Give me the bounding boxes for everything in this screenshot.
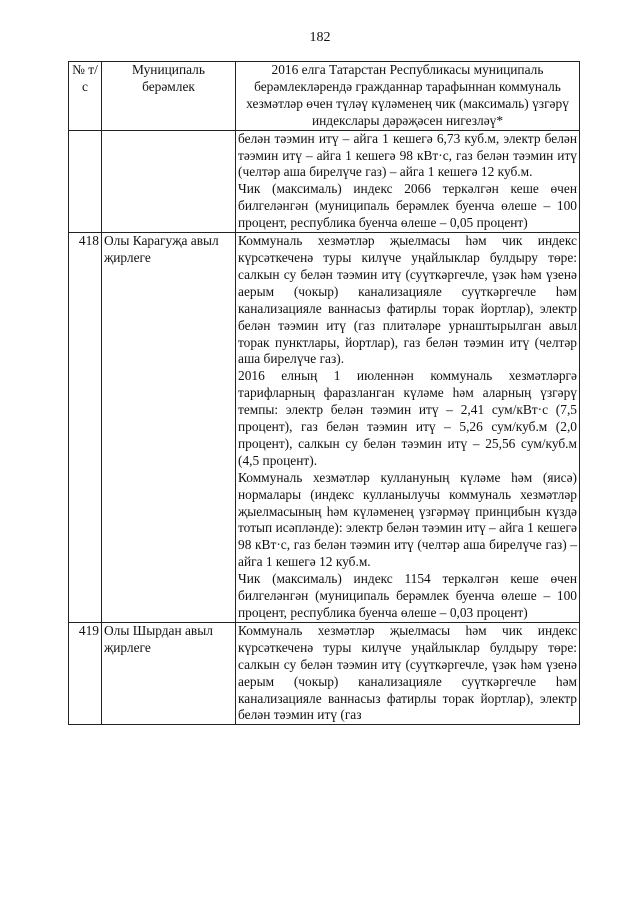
- row-municipality: Олы Карагуҗа авыл җирлеге: [102, 233, 236, 623]
- header-municipality: Муниципаль берәмлек: [102, 62, 236, 131]
- paragraph: Чик (максималь) индекс 2066 теркәлгән кеше өчен билгеләнгән (муниципаль берәмлек буенча өлеше – 100 процент, республика буенча өлеше – 0,05 процент): [238, 181, 577, 231]
- row-number: 418: [69, 233, 102, 623]
- page-number: 182: [309, 30, 331, 45]
- row-description: [236, 622, 580, 724]
- table-row: [69, 130, 580, 232]
- table-header-row: [69, 62, 580, 131]
- row-description: [236, 130, 580, 232]
- header-number: № т/с: [69, 62, 102, 131]
- row-number: 419: [69, 622, 102, 724]
- paragraph: Коммуналь хезмәтләр куллануның күләме һәм (яисә) нормалары (индекс кулланылучы коммуналь хезмәтләр җыелмасының һәм күләменең үзгәрмәү принцибын күздә тотып исәпләнде): электр белән тәэмин итү – айга 1 кешегә 98 кВт·с, газ белән тәэмин итү (челтәр аша бирелүче газ) – айга 1 кешегә 12 куб.м.: [238, 469, 577, 570]
- table-row: [69, 622, 580, 724]
- paragraph: Коммуналь хезмәтләр җыелмасы һәм чик индекс күрсәткеченә туры килүче уңайлыклар булдыру төре: салкын су белән тәэмин итү (суүткәргечле, үзәк һәм үзенә аерым (чокыр) канализацияле суүткәргечле һәм канализацияле ваннасыз фатирлы торак йортлар), электр белән тәэмин итү (газ: [238, 622, 577, 723]
- header-index: 2016 елга Татарстан Республикасы муниципаль берәмлекләрендә гражданнар тарафыннан коммуналь хезмәтләр өчен түләү күләменең чик (максималь) үзгәрү индекслары дәрәҗәсен нигезләү*: [236, 62, 580, 131]
- row-municipality: [102, 130, 236, 232]
- paragraph: белән тәэмин итү – айга 1 кешегә 6,73 куб.м, электр белән тәэмин итү – айга 1 кешегә 98 кВт·с, газ белән тәэмин итү (челтәр аша бирелүче газ) – айга 1 кешегә 12 куб.м.: [238, 130, 577, 180]
- paragraph: 2016 елның 1 июленнән коммуналь хезмәтләргә тарифларның фаразланган күләме һәм аларның үзгәрү темпы: электр белән тәэмин итү – 2,41 сум/кВт·с (7,5 процент), газ белән тәэмин итү – 5,26 сум/куб.м (2,0 процент), салкын су белән тәэмин итү – 25,56 сум/куб.м (4,5 процент).: [238, 368, 577, 468]
- index-table: [68, 61, 580, 725]
- table-row: [69, 233, 580, 623]
- row-description: [236, 233, 580, 623]
- paragraph: Чик (максималь) индекс 1154 теркәлгән кеше өчен билгеләнгән (муниципаль берәмлек буенча өлеше – 100 процент, республика буенча өлеше – 0,03 процент): [238, 571, 577, 620]
- row-municipality: Олы Шырдан авыл җирлеге: [102, 622, 236, 724]
- paragraph: Коммуналь хезмәтләр җыелмасы һәм чик индекс күрсәткеченә туры килүче уңайлыклар булдыру төре: салкын су белән тәэмин итү (суүткәргечле, үзәк һәм үзенә аерым (чокыр) канализацияле суүткәргечле һәм канализацияле ваннасыз фатирлы торак йортлар), электр белән тәэмин итү (газ плитәләре урнаштырылган авыл торак пунктлары, йортлар), газ белән тәэмин итү (челтәр аша бирелүче газ).: [238, 233, 577, 367]
- row-number: [69, 130, 102, 232]
